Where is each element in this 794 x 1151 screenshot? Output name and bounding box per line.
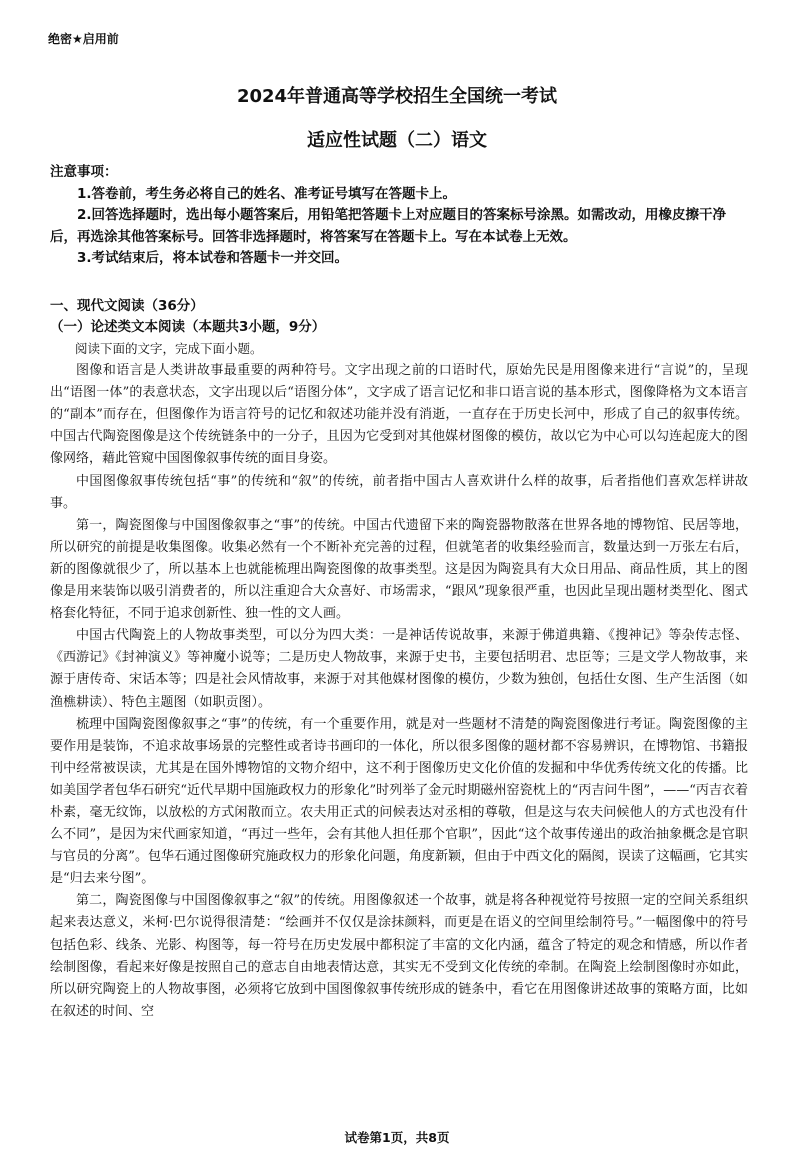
section-headings xyxy=(50,296,750,338)
exam-title: 2024年普通高等学校招生全国统一考试 xyxy=(236,86,558,107)
notes-block xyxy=(50,162,750,270)
passage-paragraph: 第二，陶瓷图像与中国图像叙事之“叙”的传统。用图像叙述一个故事，就是将各种视觉符号按照一定的空间关系组织起来表达意义，米柯·巴尔说得很清楚：“绘画并不仅仅是涂抹颜料，而更是在语义的空间里绘制符号。”一幅图像中的符号包括色彩、线条、光影、构图等，每一符号在历史发展中都积淀了丰富的文化内涵，蕴含了特定的观念和情感，所以作者绘制图像，看起来好像是按照自己的意志自由地表情达意，其实无不受到文化传统的牵制。在陶瓷上绘制图像时亦如此，所以研究陶瓷上的人物故事图，必须将它放到中国图像叙事传统形成的链条中，看它在用图像讲述故事的策略方面，比如在叙述的时间、空 xyxy=(50,893,748,1019)
passage-paragraph: 中国古代陶瓷上的人物故事类型，可以分为四大类：一是神话传说故事，来源于佛道典籍、《搜神记》等杂传志怪、《西游记》《封神演义》等神魔小说等；二是历史人物故事，来源于史书，主要包括明君、忠臣等；三是文学人物故事，来源于唐传奇、宋话本等；四是社会风情故事，来源于对其他媒材图像的模仿，少数为独创，包括仕女图、生产生活图（如渔樵耕读）、特色主题图（如职贡图）。 xyxy=(50,628,748,710)
passage-instruction: 阅读下面的文字，完成下面小题。 xyxy=(75,341,263,356)
sub-heading: （一）论述类文本阅读（本题共3小题，9分） xyxy=(50,319,326,335)
exam-subtitle: 适应性试题（二）语文 xyxy=(307,130,487,151)
confidential-label: 绝密★启用前 xyxy=(48,32,119,46)
passage-paragraph: 图像和语言是人类讲故事最重要的两种符号。文字出现之前的口语时代，原始先民是用图像来进行“言说”的，呈现出“语图一体”的表意状态，文字出现以后“语图分体”，文字成了语言记忆和非口语言说的基本形式，图像降格为文本语言的“副本”而存在，但图像作为语言符号的记忆和叙述功能并没有消逝，一直存在于历史长河中，形成了自己的叙事传统。中国古代陶瓷图像是这个传统链条中的一分子，且因为它受到对其他媒材图像的模仿，故以它为中心可以勾连起庞大的图像网络，藉此管窥中国图像叙事传统的面目身姿。 xyxy=(50,363,748,467)
note-item: 1.答卷前，考生务必将自己的姓名、准考证号填写在答题卡上。 xyxy=(77,185,457,202)
passage-paragraph: 梳理中国陶瓷图像叙事之“事”的传统，有一个重要作用，就是对一些题材不清楚的陶瓷图像进行考证。陶瓷图像的主要作用是装饰，不追求故事场景的完整性或者诗书画印的一体化，所以很多图像的题材都不容易辨识，在博物馆、书籍报刊中经常被误读，尤其是在国外博物馆的文物介绍中，这不利于图像历史文化价值的发掘和中华优秀传统文化的传播。比如美国学者包华石研究“近代早期中国施政权力的形象化”时列举了金元时期磁州窑瓷枕上的“丙吉问牛图”，——“丙吉衣着朴素，毫无纹饰，以放松的方式闲散而立。农夫用正式的问候表达对丞相的尊敬，但是这与农夫问候他人的方式也没有什么不同”，是因为宋代画家知道，“再过一些年，会有其他人担任那个官职”，因此“这个故事传递出的政治抽象概念是官职与官员的分离”。包华石通过图像研究施政权力的形象化问题，角度新颖，但由于中西文化的隔阂，误读了这幅画，它其实是“归去来兮图”。 xyxy=(50,716,748,887)
part-heading: 一、现代文阅读（36分） xyxy=(50,298,204,314)
page-footer: 试卷第1页，共8页 xyxy=(344,1130,450,1145)
notes-heading: 注意事项： xyxy=(50,164,118,180)
reading-passage xyxy=(50,338,748,1023)
note-item: 3.考试结束后，将本试卷和答题卡一并交回。 xyxy=(77,250,349,266)
passage-paragraph: 第一，陶瓷图像与中国图像叙事之“事”的传统。中国古代遗留下来的陶瓷器物散落在世界各地的博物馆、民居等地，所以研究的前提是收集图像。收集必然有一个不断补充完善的过程，但就笔者的收集经验而言，数量达到一万张左右后，新的图像就很少了，所以基本上也就能梳理出陶瓷图像的故事类型。这是因为陶瓷具有大众日用品、商品性质，其上的图像是用来装饰以吸引消费者的，所以注重迎合大众喜好、市场需求，“跟风”现象很严重，也因此呈现出题材类型化、图式格套化特征，不同于追求创新性、独一性的文人画。 xyxy=(50,517,748,622)
passage-paragraph: 中国图像叙事传统包括“事”的传统和“叙”的传统，前者指中国古人喜欢讲什么样的故事，后者指他们喜欢怎样讲故事。 xyxy=(50,473,748,511)
note-item: 2.回答选择题时，选出每小题答案后，用铅笔把答题卡上对应题目的答案标号涂黑。如需改动，用橡皮擦干净后，再选涂其他答案标号。回答非选择题时，将答案写在答题卡上。写在本试卷上无效。 xyxy=(50,207,727,245)
